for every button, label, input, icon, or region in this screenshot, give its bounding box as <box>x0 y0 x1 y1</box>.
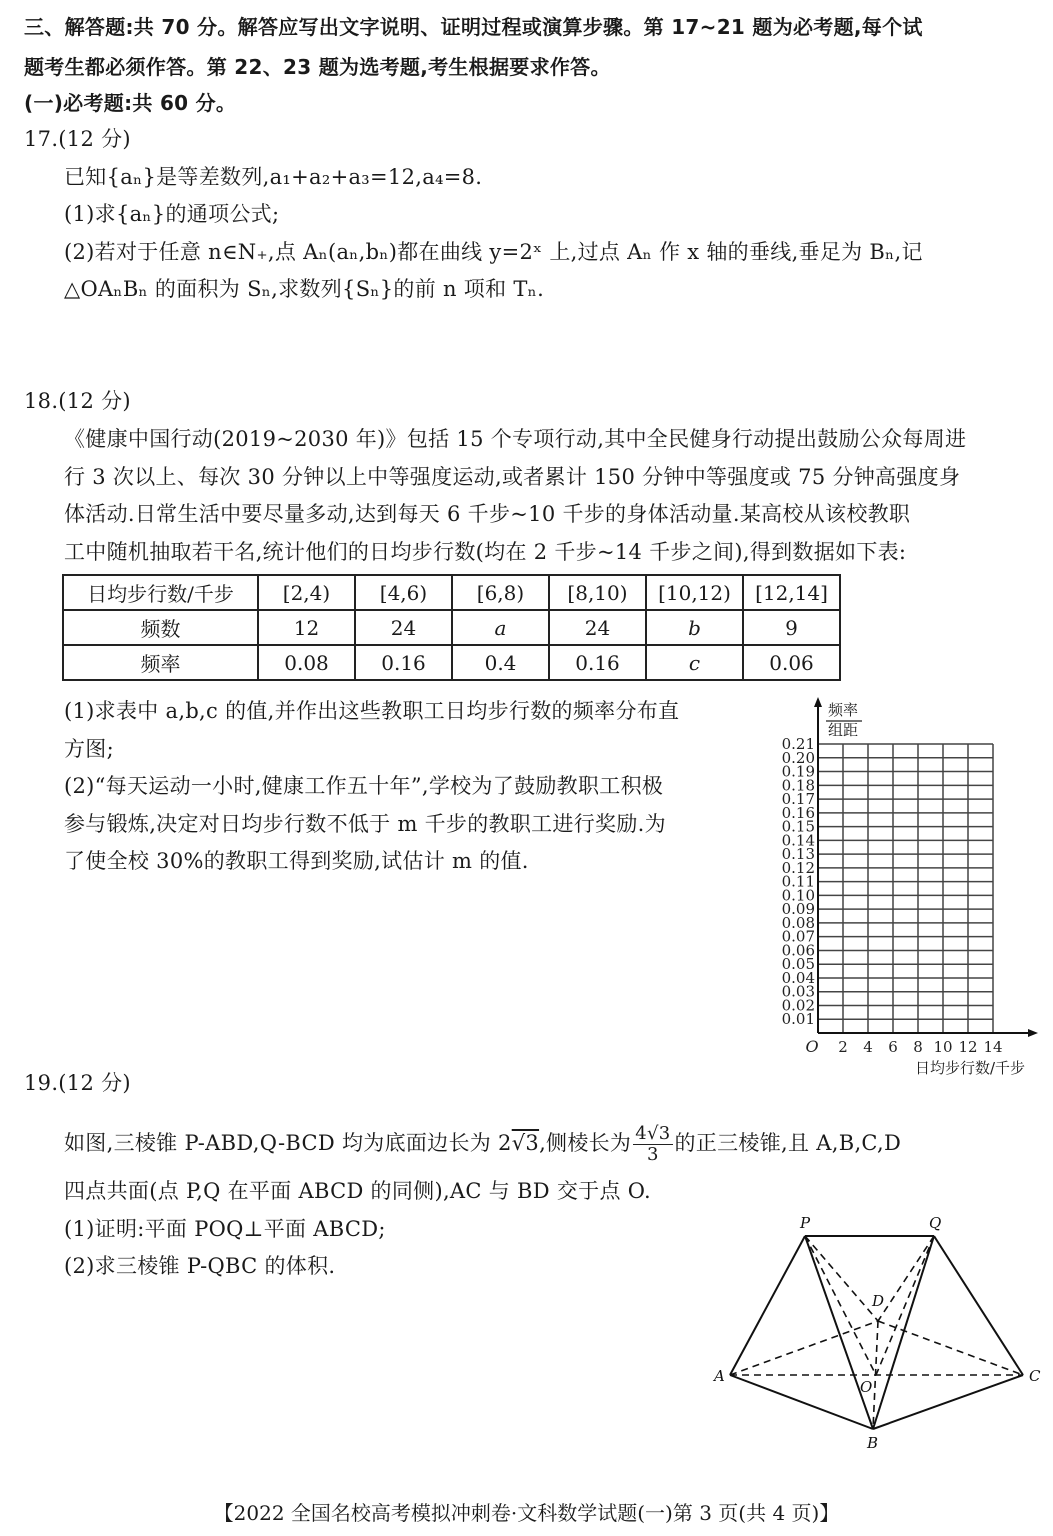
y-tick-label: 0.02 <box>781 996 815 1015</box>
q19-stem-part-a: 如图,三棱锥 P-ABD,Q-BCD 均为底面边长为 2 <box>64 1131 512 1155</box>
table-cell: c <box>646 645 743 680</box>
sqrt-three: √3 <box>511 1131 540 1155</box>
table-cell: 0.16 <box>549 645 646 680</box>
vertex-label-a: A <box>714 1367 725 1385</box>
vertex-label-b: B <box>867 1434 879 1452</box>
q18-stem-line: 《健康中国行动(2019~2030 年)》包括 15 个专项行动,其中全民健身行动提出鼓励公众每周进 <box>64 427 967 451</box>
section-heading-line1: 三、解答题:共 70 分。解答应写出文字说明、证明过程或演算步骤。第 17~21 题为必考题,每个试 <box>24 15 923 39</box>
x-tick-label: 6 <box>888 1038 898 1056</box>
table-row-label: 频数 <box>63 610 258 645</box>
q18-number: 18.(12 分) <box>24 389 131 413</box>
y-tick-label: 0.03 <box>781 982 815 1001</box>
pyramid-diagram <box>700 1200 1053 1460</box>
table-cell: 24 <box>355 610 452 645</box>
table-header-cell: [6,8) <box>452 575 549 610</box>
table-header-row <box>63 575 840 610</box>
table-header-cell: [4,6) <box>355 575 452 610</box>
page-footer: 【2022 全国名校高考模拟冲刺卷·文科数学试题(一)第 3 页(共 4 页)】 <box>213 1501 840 1525</box>
section-heading-line2: 题考生都必须作答。第 22、23 题为选考题,考生根据要求作答。 <box>24 55 611 79</box>
q17-stem: 已知{aₙ}是等差数列,a₁+a₂+a₃=12,a₄=8. <box>64 165 483 189</box>
y-tick-label: 0.05 <box>781 955 815 974</box>
x-tick-label: 14 <box>983 1038 1003 1056</box>
x-tick-label: 8 <box>913 1038 923 1056</box>
pyramid-figure <box>700 1200 1053 1464</box>
vertex-label-p: P <box>800 1214 811 1232</box>
histogram-chart <box>770 695 1053 1084</box>
y-tick-label: 0.08 <box>781 913 815 932</box>
q17-number: 17.(12 分) <box>24 127 131 151</box>
q18-stem-line: 体活动.日常生活中要尽量多动,达到每天 6 千步~10 千步的身体活动量.某高校从该校教职 <box>64 502 911 526</box>
x-tick-label: 2 <box>838 1038 848 1056</box>
y-tick-label: 0.09 <box>781 900 815 919</box>
table-cell: 9 <box>743 610 840 645</box>
y-tick-label: 0.20 <box>781 748 815 767</box>
table-cell: 0.06 <box>743 645 840 680</box>
fraction-denominator: 3 <box>647 1144 659 1165</box>
histogram-grid <box>770 695 1053 1080</box>
x-tick-label: 12 <box>958 1038 978 1056</box>
x-tick-label: 10 <box>933 1038 953 1056</box>
y-tick-label: 0.16 <box>781 803 815 822</box>
vertex-label-q: Q <box>929 1214 942 1232</box>
table-header-cell: 日均步行数/千步 <box>63 575 258 610</box>
q18-part2-line: 参与锻炼,决定对日均步行数不低于 m 千步的教职工进行奖励.为 <box>64 812 666 836</box>
table-header-cell: [2,4) <box>258 575 355 610</box>
y-tick-label: 0.11 <box>781 872 815 891</box>
vertex-label-d: D <box>872 1292 885 1310</box>
x-axis-label: 日均步行数/千步 <box>914 1059 1026 1077</box>
y-tick-label: 0.04 <box>781 968 815 987</box>
q18-part2-line: (2)“每天运动一小时,健康工作五十年”,学校为了鼓励教职工积极 <box>64 774 664 798</box>
q19-part2: (2)求三棱锥 P-QBC 的体积. <box>64 1254 336 1278</box>
table-cell: 12 <box>258 610 355 645</box>
q17-part2-line2: △OAₙBₙ 的面积为 Sₙ,求数列{Sₙ}的前 n 项和 Tₙ. <box>64 277 545 301</box>
y-tick-label: 0.14 <box>781 831 815 850</box>
table-header-cell: [12,14] <box>743 575 840 610</box>
section-subheading: (一)必考题:共 60 分。 <box>24 91 237 115</box>
table-row-label: 频率 <box>63 645 258 680</box>
y-tick-label: 0.21 <box>781 735 815 754</box>
q19-number: 19.(12 分) <box>24 1071 131 1095</box>
y-tick-label: 0.10 <box>781 886 815 905</box>
y-tick-label: 0.17 <box>781 790 815 809</box>
vertex-label-o: O <box>860 1378 873 1396</box>
q18-part1-line1: (1)求表中 a,b,c 的值,并作出这些教职工日均步行数的频率分布直 <box>64 699 680 723</box>
y-tick-label: 0.12 <box>781 858 815 877</box>
y-tick-label: 0.15 <box>781 817 815 836</box>
origin-label: O <box>805 1037 819 1056</box>
y-tick-label: 0.07 <box>781 927 815 946</box>
y-tick-label: 0.19 <box>781 762 815 781</box>
vertex-label-c: C <box>1029 1367 1041 1385</box>
fraction <box>633 1124 672 1165</box>
table-cell: 24 <box>549 610 646 645</box>
table-cell: b <box>646 610 743 645</box>
y-axis-numerator: 频率 <box>828 701 859 719</box>
table-header-cell: [8,10) <box>549 575 646 610</box>
q18-part2-line: 了使全校 30%的教职工得到奖励,试估计 m 的值. <box>64 849 529 873</box>
q19-stem-part-b: ,侧棱长为 <box>539 1131 632 1155</box>
table-cell: 0.16 <box>355 645 452 680</box>
y-tick-label: 0.18 <box>781 776 815 795</box>
table-row <box>63 645 840 680</box>
y-axis-denominator: 组距 <box>828 721 859 739</box>
q17-part2-line1: (2)若对于任意 n∈N₊,点 Aₙ(aₙ,bₙ)都在曲线 y=2ˣ 上,过点 Aₙ 作 x 轴的垂线,垂足为 Bₙ,记 <box>64 240 923 264</box>
y-tick-label: 0.01 <box>781 1010 815 1029</box>
y-tick-label: 0.13 <box>781 845 815 864</box>
y-tick-label: 0.06 <box>781 941 815 960</box>
table-cell: 0.4 <box>452 645 549 680</box>
q18-stem-line: 工中随机抽取若干名,统计他们的日均步行数(均在 2 千步~14 千步之间),得到数据如下表: <box>64 540 907 564</box>
frequency-table <box>62 574 841 681</box>
q18-stem-line: 行 3 次以上、每次 30 分钟以上中等强度运动,或者累计 150 分钟中等强度或 75 分钟高强度身 <box>64 465 961 489</box>
table-cell: a <box>452 610 549 645</box>
q19-stem-part-c: 的正三棱锥,且 A,B,C,D <box>674 1131 902 1155</box>
x-tick-label: 4 <box>863 1038 873 1056</box>
q17-part1: (1)求{aₙ}的通项公式; <box>64 202 280 226</box>
q19-stem-line2: 四点共面(点 P,Q 在平面 ABCD 的同侧),AC 与 BD 交于点 O. <box>64 1179 651 1203</box>
q19-part1: (1)证明:平面 POQ⊥平面 ABCD; <box>64 1217 386 1241</box>
table-cell: 0.08 <box>258 645 355 680</box>
table-header-cell: [10,12) <box>646 575 743 610</box>
fraction-numerator: 4√3 <box>635 1123 671 1144</box>
q18-part1-line2: 方图; <box>64 737 114 761</box>
table-row <box>63 610 840 645</box>
q19-stem-line1 <box>64 1124 901 1165</box>
